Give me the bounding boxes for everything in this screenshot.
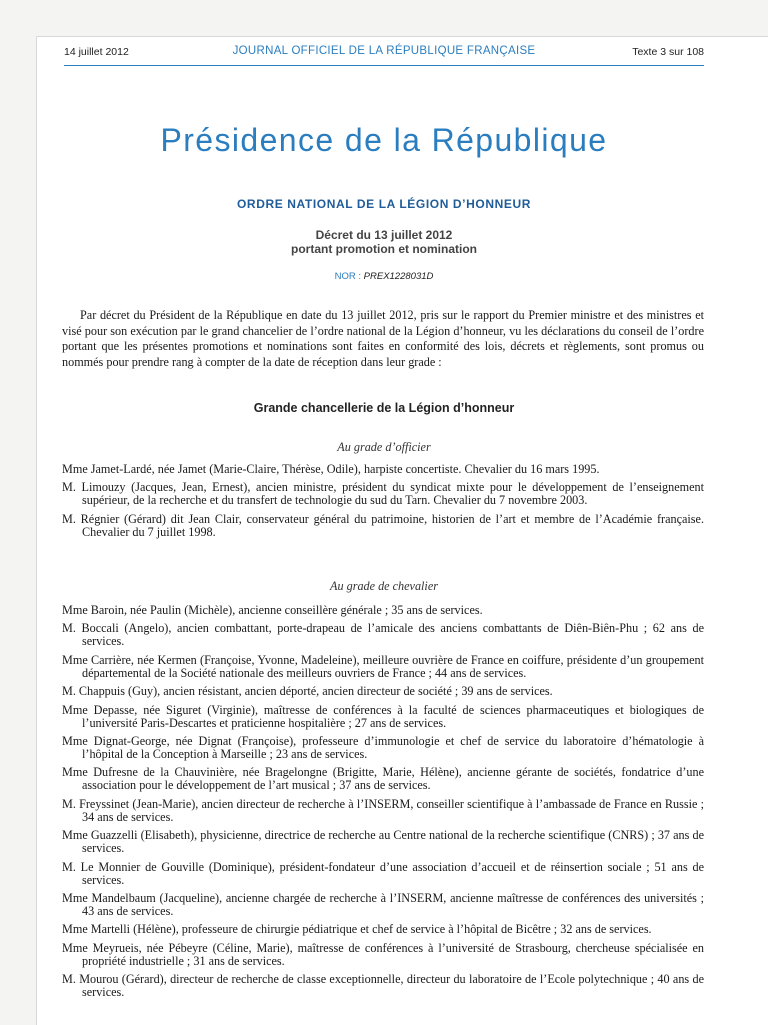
list-item: Mme Guazzelli (Elisabeth), physicienne, directrice de recherche au Centre national de la recherche scientifique (CNRS) ; 37 ans de services. — [62, 828, 704, 856]
list-item: Mme Mandelbaum (Jacqueline), ancienne chargée de recherche à l’INSERM, ancienne maîtresse de conférences des universités ; 43 ans de services. — [62, 890, 704, 918]
list-item: M. Mourou (Gérard), directeur de recherche de classe exceptionnelle, directeur du laboratoire de l’Ecole polytechnique ; 40 ans de services. — [62, 972, 704, 1000]
nor-value: PREX1228031D — [363, 271, 434, 282]
header-date: 14 juillet 2012 — [64, 46, 129, 58]
decree-intro-paragraph: Par décret du Président de la République en date du 13 juillet 2012, pris sur le rapport du Premier ministre et des ministres et visé pour son exécution par le grand chancelier de l’ordre national de la Légion d’honneur, vu les déclarations du conseil de l’ordre portant que les présentes promotions et nominations sont faites en conformité des lois, décrets et règlements, sont promus ou nommés pour prendre rang à compter de la date de réception dans leur grade : — [62, 308, 704, 369]
header-divider — [64, 65, 704, 66]
order-title: ORDRE NATIONAL DE LA LÉGION D’HONNEUR — [237, 197, 531, 211]
list-item: Mme Dignat-George, née Dignat (Françoise), professeure d’immunologie et chef de service du laboratoire d’hématologie à l’hôpital de la Conception à Marseille ; 23 ans de services. — [62, 733, 704, 761]
list-item: M. Chappuis (Guy), ancien résistant, ancien déporté, ancien directeur de société ; 39 ans de services. — [62, 684, 553, 699]
list-item: Mme Depasse, née Siguret (Virginie), maîtresse de conférences à la faculté de sciences pharmaceutiques et biologiques de l’université Paris-Descartes et praticienne hospitalière ; 27 ans de services. — [62, 702, 704, 730]
nor-label: NOR : — [334, 271, 362, 282]
section-title: Grande chancellerie de la Légion d’honneur — [253, 401, 515, 415]
list-item: M. Freyssinet (Jean-Marie), ancien directeur de recherche à l’INSERM, conseiller scientifique à l’ambassade de France en Russie ; 34 ans de services. — [62, 796, 704, 824]
list-item: Mme Dufresne de la Chauvinière, née Bragelongne (Brigitte, Marie, Hélène), ancienne gérante de sociétés, fondatrice d’une association pour le développement de l’art musical ; 37 ans de services. — [62, 765, 704, 793]
list-item: Mme Jamet-Lardé, née Jamet (Marie-Claire, Thérèse, Odile), harpiste concertiste. Chevalier du 16 mars 1995. — [62, 462, 600, 476]
list-item: M. Régnier (Gérard) dit Jean Clair, conservateur général du patrimoine, historien de l’art et membre de l’Académie française. Chevalier du 7 juillet 1998. — [62, 511, 704, 539]
decree-title-line-2: portant promotion et nomination — [291, 242, 477, 256]
officier-list — [62, 463, 704, 544]
list-item: Mme Carrière, née Kermen (Françoise, Yvonne, Madeleine), meilleure ouvrière de France en coiffure, présidente d’un groupement départemental de la Société nationale des meilleurs ouvriers de France ; 44 ans de services. — [62, 652, 704, 680]
institution-title: Présidence de la République — [160, 122, 608, 158]
list-item: Mme Meyrueis, née Pébeyre (Céline, Marie), maîtresse de conférences à l’université de Strasbourg, chercheuse spécialisée en propriété industrielle ; 31 ans de services. — [62, 940, 704, 968]
grade-heading-officier: Au grade d’officier — [337, 440, 431, 454]
decree-title-line-1: Décret du 13 juillet 2012 — [315, 228, 453, 242]
list-item: Mme Martelli (Hélène), professeure de chirurgie pédiatrique et chef de service à l’hôpital de Bicêtre ; 32 ans de services. — [62, 922, 652, 937]
list-item: Mme Baroin, née Paulin (Michèle), ancienne conseillère générale ; 35 ans de services. — [62, 603, 483, 617]
page-header — [64, 44, 704, 64]
nor-reference — [64, 271, 704, 282]
grade-heading-chevalier: Au grade de chevalier — [330, 579, 438, 593]
header-journal-title: JOURNAL OFFICIEL DE LA RÉPUBLIQUE FRANÇAISE — [232, 45, 536, 57]
chevalier-list — [62, 604, 704, 1004]
decree-title — [64, 228, 704, 256]
list-item: M. Limouzy (Jacques, Jean, Ernest), ancien ministre, président du syndicat mixte pour le développement de l’enseignement supérieur, de la recherche et du transfert de technologie du sud du Tarn. Chevalier du 7 novembre 2003. — [62, 480, 704, 508]
list-item: M. Le Monnier de Gouville (Dominique), président-fondateur d’une association d’accueil et de réinsertion sociale ; 51 ans de services. — [62, 859, 704, 887]
list-item: M. Boccali (Angelo), ancien combattant, porte-drapeau de l’amicale des anciens combattants de Diên-Biên-Phu ; 62 ans de services. — [62, 621, 704, 649]
header-page-number: Texte 3 sur 108 — [632, 46, 704, 58]
